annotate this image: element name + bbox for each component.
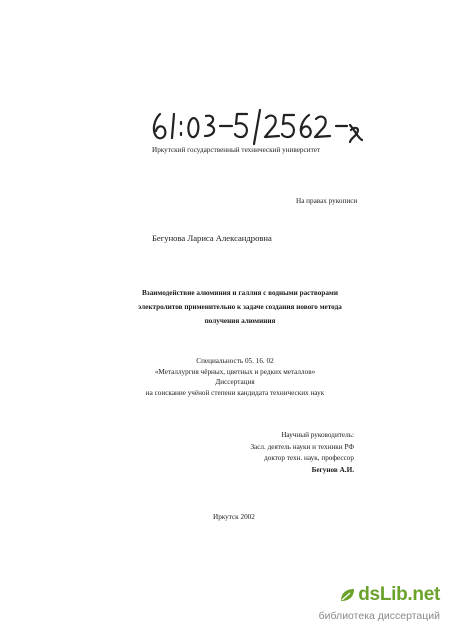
dslib-subtitle: библиотека диссертаций xyxy=(318,610,440,622)
advisor-degree: доктор техн. наук, профессор xyxy=(264,454,354,462)
handwritten-code-drawing xyxy=(148,106,363,148)
dissertation-title xyxy=(100,286,380,328)
title-line-1: Взаимодействие алюминия и галлия с водными растворами xyxy=(142,289,338,297)
advisor-honorary-title: Засл. деятель науки и техники РФ xyxy=(250,442,354,451)
specialty-block xyxy=(100,356,370,398)
handwritten-library-code xyxy=(148,106,363,148)
university-name: Иркутский государственный технический университет xyxy=(152,146,321,154)
advisor-heading: Научный руководитель: xyxy=(281,431,354,439)
advisor-block xyxy=(250,430,354,476)
work-type: Диссертация xyxy=(215,378,255,386)
specialty-code: Специальность 05. 16. 02 xyxy=(196,357,274,365)
specialty-name: «Металлургия чёрных, цветных и редких металлов» xyxy=(154,367,316,376)
title-line-2: электролитов применительно к задаче создания нового метода xyxy=(138,303,342,311)
title-line-3: получения алюминия xyxy=(204,317,276,325)
dslib-brand: dsLib.net xyxy=(358,584,440,605)
degree-sought: на соискание учёной степени кандидата технических наук xyxy=(145,388,325,397)
manuscript-rights-note: На правах рукописи xyxy=(296,197,358,205)
author-name: Бегунова Лариса Александровна xyxy=(152,233,272,243)
dslib-logo xyxy=(338,584,440,606)
city-and-year: Иркутск 2002 xyxy=(213,513,255,521)
advisor-name: Бегунов А.И. xyxy=(311,465,354,474)
dslib-watermark xyxy=(310,584,440,628)
leaf-icon xyxy=(338,586,356,604)
